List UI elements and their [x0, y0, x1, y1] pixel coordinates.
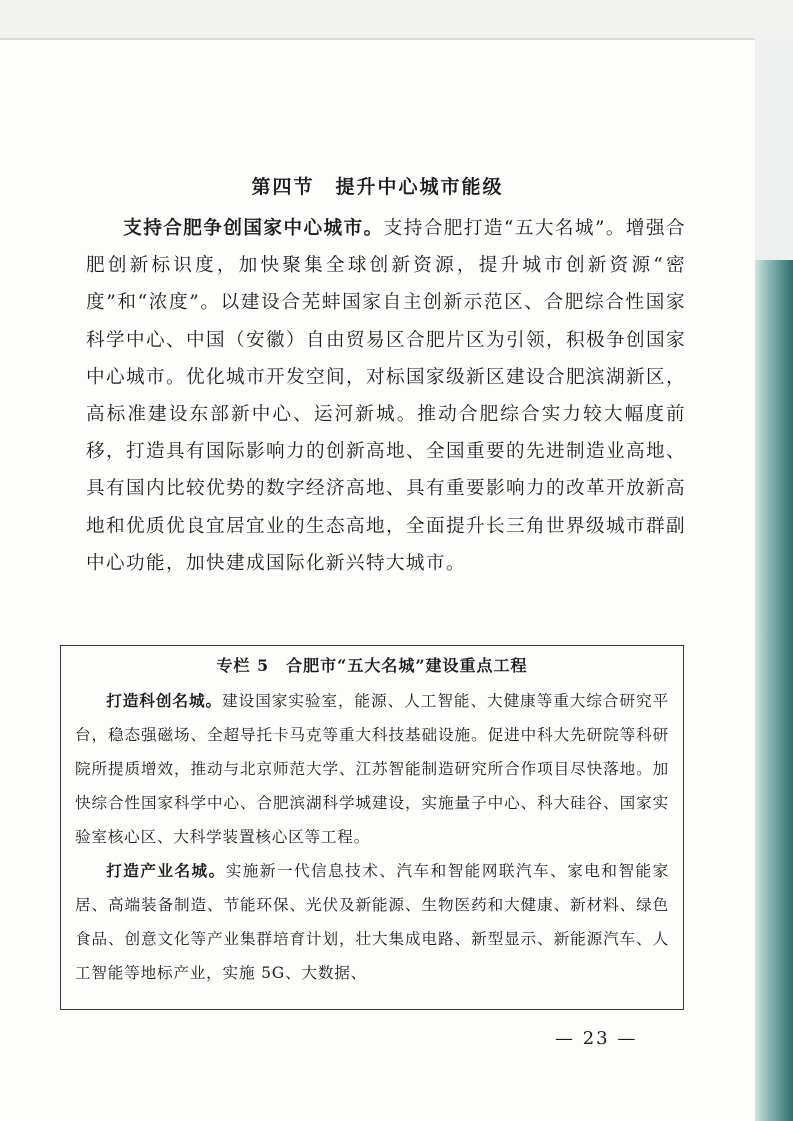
column-box: [60, 645, 684, 1010]
page-number: — 23 —: [555, 1028, 638, 1049]
scan-top-margin: [0, 0, 793, 40]
column-item-science: [61, 684, 683, 854]
column-item-industry: [61, 854, 683, 990]
column-box-title: 专栏 5 合肥市“五大名城”建设重点工程: [216, 656, 528, 675]
column-item-science-lead: 打造科创名城。: [106, 691, 223, 710]
intro-lead: 支持合肥争创国家中心城市。: [123, 218, 384, 239]
page-fold-line: [0, 38, 755, 40]
column-item-industry-text: 实施新一代信息技术、汽车和智能网联汽车、家电和智能家居、高端装备制造、节能环保、光伏及新能源、生物医药和大健康、新材料、绿色食品、创意文化等产业集群培育计划，壮大集成电路、新型显示、新能源汽车、人工智能等地标产业，实施 5G、大数据、: [75, 862, 669, 982]
intro-paragraph: [86, 210, 686, 582]
column-item-science-text: 建设国家实验室，能源、人工智能、大健康等重大综合研究平台，稳态强磁场、全超导托卡马克等重大科技基础设施。促进中科大先研院等科研院所提质增效，推动与北京师范大学、江苏智能制造研究所合作项目尽快落地。加快综合性国家科学中心、合肥滨湖科学城建设，实施量子中心、科大硅谷、国家实验室核心区、大科学装置核心区等工程。: [75, 692, 669, 846]
section-heading: 第四节 提升中心城市能级: [251, 176, 504, 198]
intro-text: 支持合肥打造“五大名城”。增强合肥创新标识度，加快聚集全球创新资源，提升城市创新资源“密度”和“浓度”。以建设合芜蚌国家自主创新示范区、合肥综合性国家科学中心、中国（安徽）自由贸易区合肥片区为引领，积极争创国家中心城市。优化城市开发空间，对标国家级新区建设合肥滨湖新区，高标准建设东部新中心、运河新城。推动合肥综合实力较大幅度前移，打造具有国际影响力的创新高地、全国重要的先进制造业高地、具有国内比较优势的数字经济高地、具有重要影响力的改革开放新高地和优质优良宜居宜业的生态高地，全面提升长三角世界级城市群副中心功能，加快建成国际化新兴特大城市。: [86, 218, 687, 574]
cover-edge-strip: [755, 260, 793, 1121]
column-item-industry-lead: 打造产业名城。: [106, 861, 226, 880]
